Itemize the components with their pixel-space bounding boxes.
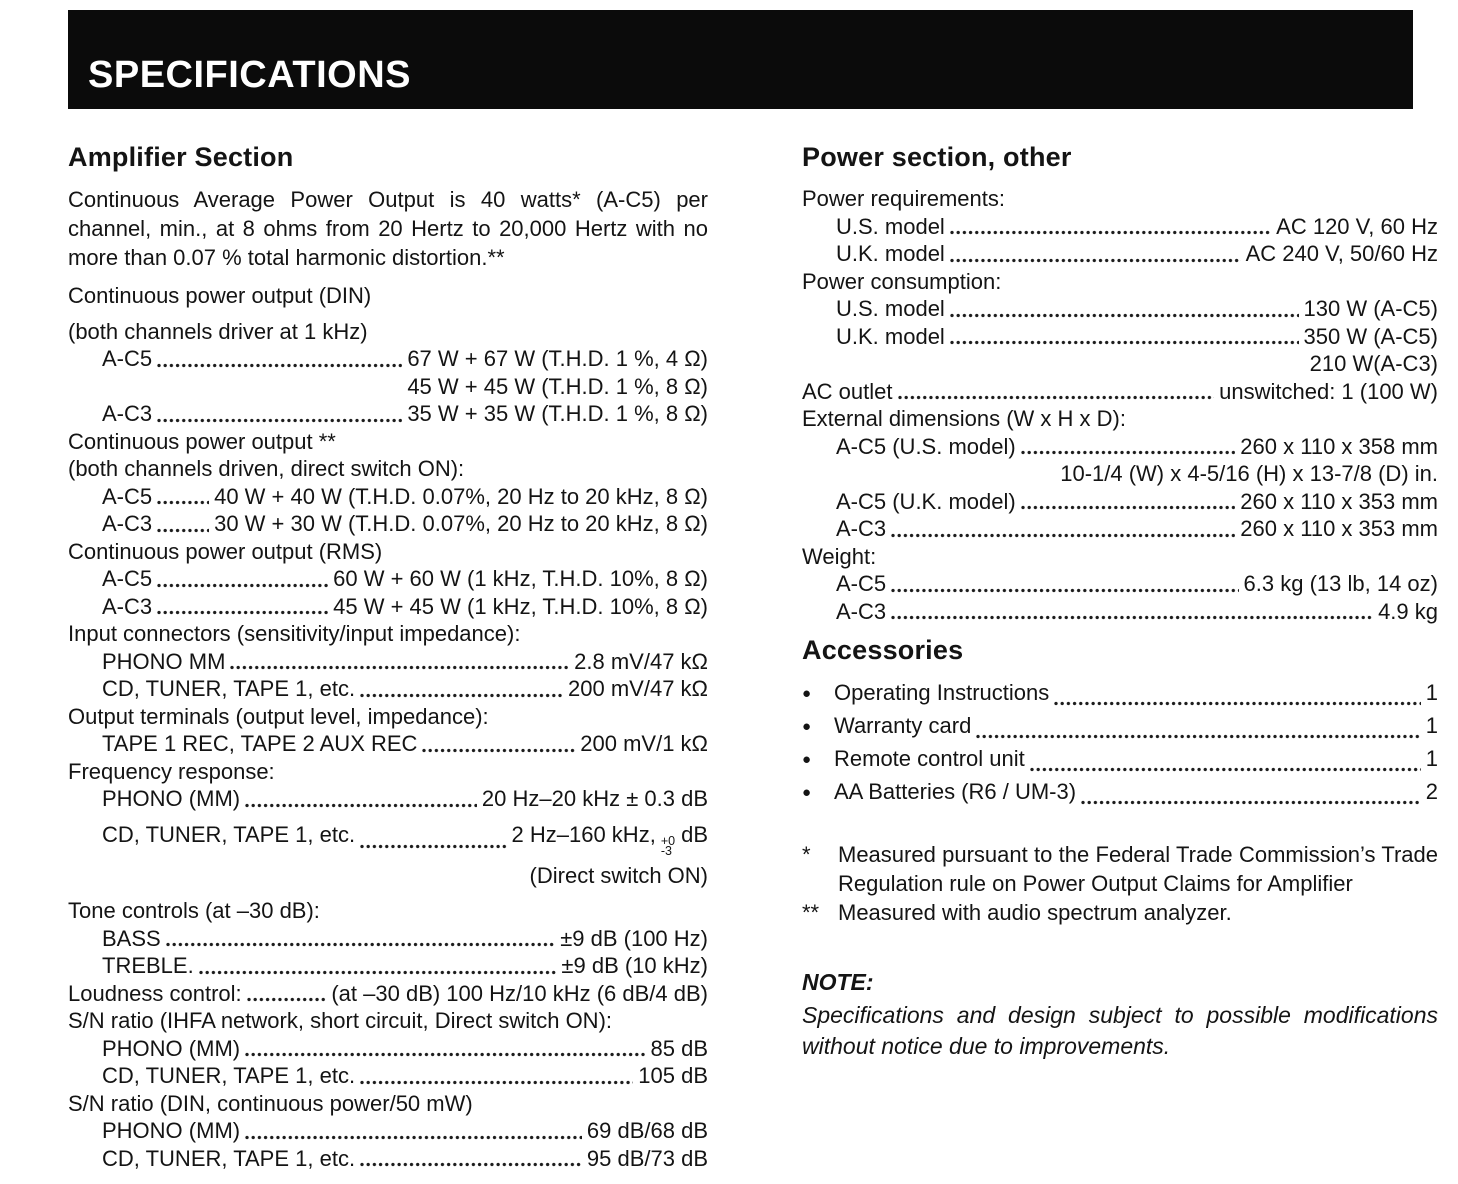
spec-row xyxy=(68,785,708,813)
spec-row xyxy=(802,570,1438,598)
spec-value xyxy=(587,1117,708,1145)
spec-row xyxy=(68,373,708,401)
dot-leader xyxy=(157,583,328,588)
spec-row xyxy=(68,318,708,346)
spec-row xyxy=(68,952,708,980)
spec-label: A-C5 xyxy=(102,483,153,509)
spec-row xyxy=(68,821,708,858)
spec-row xyxy=(68,675,708,703)
spec-value-text: (Direct switch ON) xyxy=(529,862,708,888)
spec-value-text: 350 W (A-C5) xyxy=(1303,323,1438,349)
spec-row xyxy=(802,598,1438,626)
spec-label: PHONO (MM) xyxy=(102,786,241,811)
spec-value xyxy=(1378,598,1438,626)
amplifier-spec-rows xyxy=(68,282,708,1172)
spec-row xyxy=(802,543,1438,571)
spec-label: PHONO (MM) xyxy=(102,1035,241,1061)
spec-label: A-C5 (U.S. model) xyxy=(836,433,1016,459)
spec-value xyxy=(1219,378,1438,406)
spec-label: U.K. model xyxy=(836,241,945,266)
spec-value xyxy=(1244,570,1438,598)
note-block xyxy=(802,969,1438,1062)
spec-value xyxy=(574,648,708,676)
accessories-section xyxy=(802,635,1438,810)
spec-label: CD, TUNER, TAPE 1, etc. xyxy=(102,821,356,847)
note-text: Specifications and design subject to possible modifications without notice due to improvements. xyxy=(802,1002,1438,1059)
spec-value xyxy=(331,980,708,1008)
footnote-row xyxy=(802,898,1438,927)
dot-leader xyxy=(1021,505,1236,510)
spec-value-text: 20 Hz–20 kHz ± 0.3 dB xyxy=(481,786,708,811)
spec-row xyxy=(68,483,708,511)
dot-leader xyxy=(157,500,209,505)
spec-label: U.S. model xyxy=(836,296,945,321)
spec-label: Weight: xyxy=(802,543,877,569)
spec-row xyxy=(68,1062,708,1090)
accessory-row xyxy=(802,744,1438,777)
spec-label: S/N ratio (DIN, continuous power/50 mW) xyxy=(68,1090,473,1116)
spec-value-text: AC 240 V, 50/60 Hz xyxy=(1245,241,1438,266)
spec-label: External dimensions (W x H x D): xyxy=(802,406,1126,431)
spec-value-text: 105 dB xyxy=(638,1063,708,1088)
spec-label: A-C3 xyxy=(102,511,153,536)
spec-row xyxy=(68,428,708,456)
dot-leader xyxy=(360,1080,633,1085)
spec-row xyxy=(68,1090,708,1118)
spec-label: Continuous power output (DIN) xyxy=(68,283,372,308)
spec-value-text: 200 mV/1 kΩ xyxy=(580,731,708,756)
spec-label: Continuous power output (RMS) xyxy=(68,538,383,564)
accessory-label: Remote control unit xyxy=(834,746,1025,771)
spec-value-text: 69 dB/68 dB xyxy=(586,1118,708,1143)
spec-row xyxy=(802,515,1438,543)
dot-leader xyxy=(950,313,1299,318)
spec-row xyxy=(68,1007,708,1035)
spec-value-text: 130 W (A-C5) xyxy=(1303,296,1438,321)
tolerance-upper: +0 xyxy=(660,833,676,848)
spec-label: A-C3 xyxy=(102,401,153,426)
spec-value xyxy=(638,1062,708,1090)
spec-row xyxy=(68,925,708,953)
dot-leader xyxy=(247,997,327,1002)
footnotes xyxy=(802,840,1438,927)
spec-label: Output terminals (output level, impedance): xyxy=(68,703,489,729)
spec-label: A-C5 xyxy=(102,346,153,371)
spec-label: A-C3 xyxy=(836,598,887,624)
spec-value xyxy=(580,730,708,758)
spec-row xyxy=(68,620,708,648)
spec-value xyxy=(1060,460,1438,488)
spec-label: U.K. model xyxy=(836,323,945,349)
accessory-quantity-text: 1 xyxy=(1425,746,1438,771)
accessory-row xyxy=(802,678,1438,711)
spec-row xyxy=(68,593,708,621)
amplifier-intro-paragraph: Continuous Average Power Output is 40 watts* (A-C5) per channel, min., at 8 ohms from 20 Hertz to 20,000 Hertz with no more than 0.07 % total harmonic distortion.** xyxy=(68,187,708,270)
dot-leader xyxy=(157,610,328,615)
dot-leader xyxy=(199,970,557,975)
spec-label: A-C5 xyxy=(102,566,153,591)
spec-row xyxy=(802,350,1438,378)
spec-value xyxy=(1240,515,1438,543)
spec-value xyxy=(482,785,708,813)
dot-leader xyxy=(360,844,506,849)
spec-value xyxy=(407,400,708,428)
accessory-quantity xyxy=(1426,678,1438,708)
spec-row xyxy=(802,240,1438,268)
accessory-row xyxy=(802,777,1438,810)
spec-label: A-C3 xyxy=(102,593,153,619)
spec-value-text: 260 x 110 x 358 mm xyxy=(1240,433,1438,459)
spec-value xyxy=(333,593,708,621)
spec-value-text: 200 mV/47 kΩ xyxy=(568,676,708,701)
spec-label: Power requirements: xyxy=(802,186,1005,211)
dot-leader xyxy=(422,748,575,753)
spec-value xyxy=(1310,350,1438,378)
spec-row xyxy=(802,405,1438,433)
accessory-quantity-text: 2 xyxy=(1425,779,1438,804)
spec-value-text: 6.3 kg (13 lb, 14 oz) xyxy=(1243,571,1438,596)
spec-value xyxy=(407,373,708,401)
dot-leader xyxy=(898,395,1215,400)
spec-label: A-C5 xyxy=(836,571,887,596)
spec-row xyxy=(68,1035,708,1063)
amplifier-section xyxy=(68,142,708,1172)
dot-leader xyxy=(950,258,1241,263)
spec-value xyxy=(1304,323,1438,351)
dot-leader xyxy=(891,615,1373,620)
dot-leader xyxy=(976,734,1420,739)
bullet-icon: ● xyxy=(802,718,812,735)
accessories-rows xyxy=(802,678,1438,810)
dot-leader xyxy=(1054,701,1421,706)
spec-value-text: (at –30 dB) 100 Hz/10 kHz (6 dB/4 dB) xyxy=(331,980,708,1006)
spec-row xyxy=(68,1145,708,1173)
spec-value-text: 40 W + 40 W (T.H.D. 0.07%, 20 Hz to 20 kHz, 8 Ω) xyxy=(214,483,708,509)
spec-row xyxy=(68,565,708,593)
accessory-label: AA Batteries (R6 / UM-3) xyxy=(834,779,1077,804)
spec-value xyxy=(214,510,708,538)
spec-label: A-C5 (U.K. model) xyxy=(836,488,1016,514)
accessory-label: Warranty card xyxy=(834,713,972,738)
footnote-text: Measured pursuant to the Federal Trade Commission’s Trade Regulation rule on Power Output Claims for Amplifier xyxy=(838,842,1438,896)
accessory-quantity-text: 1 xyxy=(1425,713,1438,738)
spec-value xyxy=(1240,433,1438,461)
spec-value-text: 45 W + 45 W (T.H.D. 1 %, 8 Ω) xyxy=(407,373,708,399)
spec-row xyxy=(802,213,1438,241)
spec-label: Input connectors (sensitivity/input impedance): xyxy=(68,621,521,646)
spec-value xyxy=(1304,295,1438,323)
spec-value xyxy=(587,1145,708,1173)
spec-label: Loudness control: xyxy=(68,980,242,1006)
spec-value-text: 60 W + 60 W (1 kHz, T.H.D. 10%, 8 Ω) xyxy=(333,566,708,591)
spec-row xyxy=(68,400,708,428)
spec-row xyxy=(802,460,1438,488)
specifications-header-bar xyxy=(68,10,1413,109)
power-spec-rows xyxy=(802,185,1438,625)
spec-label: Continuous power output ** xyxy=(68,428,336,454)
spec-label: TAPE 1 REC, TAPE 2 AUX REC xyxy=(102,731,418,756)
spec-row xyxy=(802,323,1438,351)
spec-row xyxy=(68,538,708,566)
spec-label: CD, TUNER, TAPE 1, etc. xyxy=(102,1063,356,1088)
dot-leader xyxy=(891,533,1235,538)
spec-label: (both channels driven, direct switch ON): xyxy=(68,456,465,481)
accessory-quantity xyxy=(1426,711,1438,741)
spec-value xyxy=(560,925,708,953)
spec-value-text: 45 W + 45 W (1 kHz, T.H.D. 10%, 8 Ω) xyxy=(333,593,708,619)
spec-row xyxy=(802,488,1438,516)
dot-leader xyxy=(360,1162,582,1167)
page-content xyxy=(68,142,1438,1172)
spec-value xyxy=(407,345,708,373)
spec-label: CD, TUNER, TAPE 1, etc. xyxy=(102,676,356,701)
dot-leader xyxy=(1081,800,1421,805)
spec-label: Tone controls (at –30 dB): xyxy=(68,898,320,923)
spec-value-text: 260 x 110 x 353 mm xyxy=(1240,516,1438,541)
footnote-text: Measured with audio spectrum analyzer. xyxy=(838,900,1232,925)
dot-leader xyxy=(245,1135,582,1140)
spec-value xyxy=(530,862,708,890)
spec-value xyxy=(651,1035,709,1063)
spec-value-text: 35 W + 35 W (T.H.D. 1 %, 8 Ω) xyxy=(407,401,708,426)
dot-leader xyxy=(360,693,563,698)
spec-row xyxy=(802,433,1438,461)
spec-label: AC outlet xyxy=(802,378,893,404)
power-section-heading: Power section, other xyxy=(802,142,1072,172)
spec-label: Power consumption: xyxy=(802,268,1002,294)
bullet-icon: ● xyxy=(802,751,812,768)
spec-value-text: 260 x 110 x 353 mm xyxy=(1240,488,1438,514)
spec-value xyxy=(1240,488,1438,516)
spec-row xyxy=(68,980,708,1008)
spec-row xyxy=(802,378,1438,406)
bullet-icon: ● xyxy=(802,784,812,801)
spec-value-text: AC 120 V, 60 Hz xyxy=(1276,213,1438,239)
spec-row xyxy=(68,897,708,925)
accessories-heading: Accessories xyxy=(802,635,964,665)
amplifier-section-heading: Amplifier Section xyxy=(68,142,294,172)
dot-leader xyxy=(950,340,1299,345)
tolerance-fraction xyxy=(660,833,676,858)
dot-leader xyxy=(1030,767,1421,772)
spec-value-text: 2 Hz–160 kHz, xyxy=(511,821,656,847)
dot-leader xyxy=(230,665,569,670)
spec-row xyxy=(68,345,708,373)
spec-value xyxy=(214,483,708,511)
spec-row xyxy=(68,758,708,786)
accessory-label: Operating Instructions xyxy=(834,680,1050,705)
spec-row xyxy=(802,295,1438,323)
spec-row xyxy=(68,648,708,676)
spec-label: PHONO (MM) xyxy=(102,1118,241,1143)
spec-label: TREBLE. xyxy=(102,953,194,978)
spec-row xyxy=(802,268,1438,296)
spec-row xyxy=(68,1117,708,1145)
spec-row xyxy=(68,455,708,483)
spec-label: CD, TUNER, TAPE 1, etc. xyxy=(102,1145,356,1171)
spec-row xyxy=(68,282,708,310)
spec-label: (both channels driver at 1 kHz) xyxy=(68,318,368,344)
spec-label: BASS xyxy=(102,925,161,951)
footnote-row xyxy=(802,840,1438,898)
right-column xyxy=(802,142,1438,1172)
accessory-quantity xyxy=(1426,777,1438,807)
spec-label: Frequency response: xyxy=(68,758,275,784)
dot-leader xyxy=(157,363,402,368)
spec-value-text: ±9 dB (100 Hz) xyxy=(560,925,708,951)
spec-value xyxy=(568,675,708,703)
accessory-quantity-text: 1 xyxy=(1425,680,1438,705)
dot-leader xyxy=(245,1052,645,1057)
spec-label: U.S. model xyxy=(836,213,945,239)
spec-value-text: ±9 dB (10 kHz) xyxy=(561,953,708,978)
dot-leader xyxy=(157,418,402,423)
spec-row xyxy=(68,703,708,731)
spec-value-text: unswitched: 1 (100 W) xyxy=(1219,378,1438,404)
spec-value xyxy=(333,565,708,593)
spec-value-text: 67 W + 67 W (T.H.D. 1 %, 4 Ω) xyxy=(407,346,708,371)
accessory-row xyxy=(802,711,1438,744)
spec-label: PHONO MM xyxy=(102,648,226,674)
dot-leader xyxy=(950,230,1271,235)
spec-label: S/N ratio (IHFA network, short circuit, Direct switch ON): xyxy=(68,1008,613,1033)
tolerance-lower: -3 xyxy=(660,844,672,858)
dot-leader xyxy=(166,942,555,947)
spec-label: A-C3 xyxy=(836,516,887,541)
dot-leader xyxy=(891,588,1238,593)
spec-value-text: 4.9 kg xyxy=(1378,598,1438,624)
spec-value xyxy=(511,821,708,858)
note-heading: NOTE: xyxy=(802,969,874,995)
bullet-icon: ● xyxy=(802,685,812,702)
spec-value-text: 210 W(A-C3) xyxy=(1309,351,1438,376)
dot-leader xyxy=(1021,450,1236,455)
footnote-marker: ** xyxy=(802,900,820,925)
spec-row xyxy=(802,185,1438,213)
dot-leader xyxy=(157,528,209,533)
spec-value xyxy=(561,952,708,980)
footnote-marker: * xyxy=(802,842,811,867)
spec-value xyxy=(1246,240,1438,268)
spec-value-text: 10-1/4 (W) x 4-5/16 (H) x 13-7/8 (D) in. xyxy=(1060,461,1438,486)
accessory-quantity xyxy=(1426,744,1438,774)
spec-value-text: 85 dB xyxy=(650,1035,708,1061)
spec-value xyxy=(1276,213,1438,241)
spec-value-text: 30 W + 30 W (T.H.D. 0.07%, 20 Hz to 20 kHz, 8 Ω) xyxy=(214,511,708,536)
spec-value-text: 95 dB/73 dB xyxy=(586,1145,708,1171)
spec-row xyxy=(68,862,708,890)
dot-leader xyxy=(245,803,477,808)
spec-value-text: 2.8 mV/47 kΩ xyxy=(574,648,708,674)
page-title: SPECIFICATIONS xyxy=(88,54,411,96)
spec-row xyxy=(68,510,708,538)
spec-value-unit: dB xyxy=(681,821,708,847)
spec-row xyxy=(68,730,708,758)
